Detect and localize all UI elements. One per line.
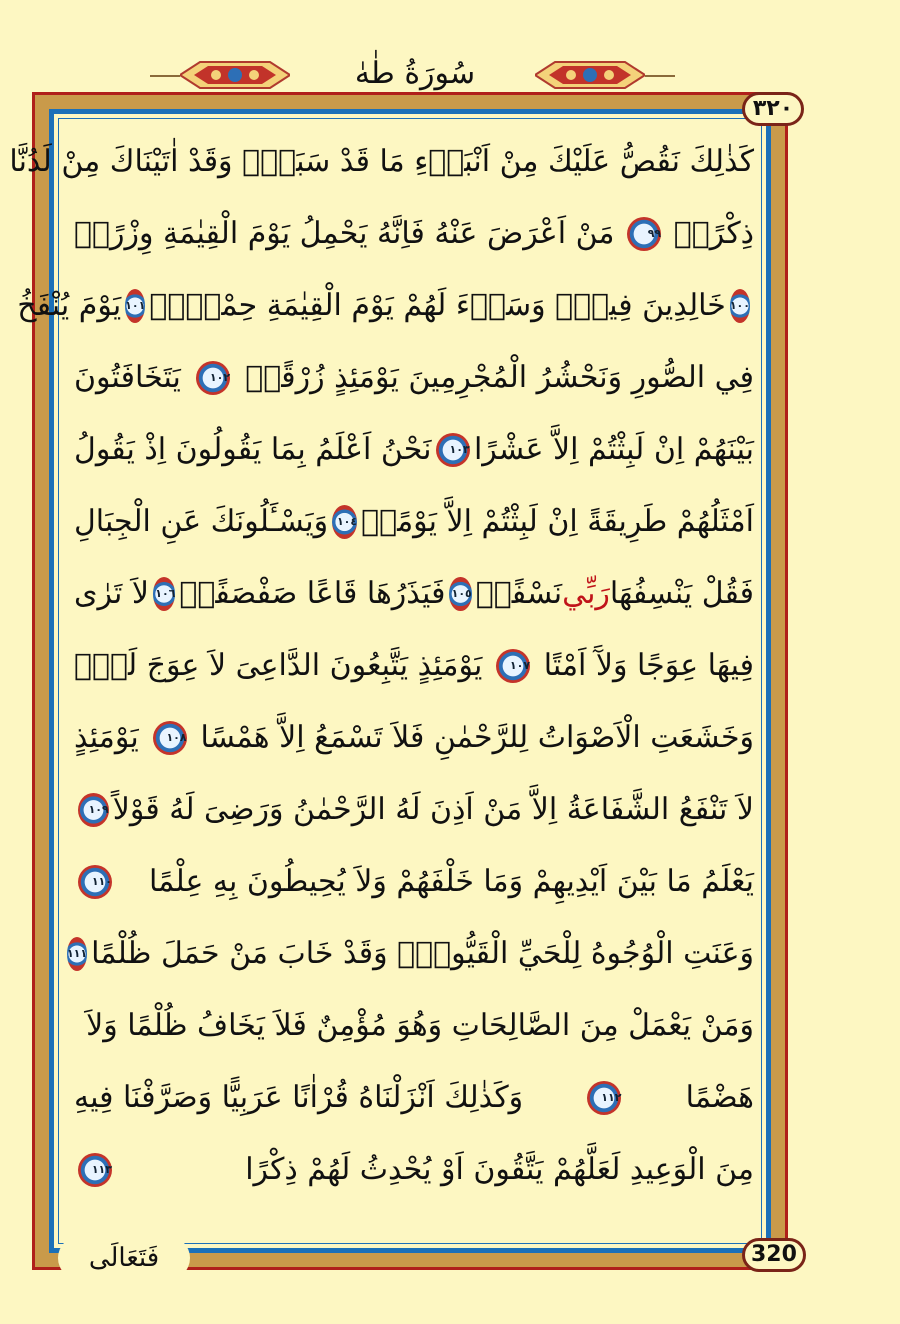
verse-number-marker: ١٠٠ xyxy=(730,289,750,323)
verse-text: يَتَخَافَتُونَ xyxy=(74,360,181,395)
verse-number-marker: ٩٩ xyxy=(627,217,661,251)
text-line xyxy=(74,558,754,630)
surah-title: سُورَةُ طٰهٰ xyxy=(354,56,476,91)
text-line xyxy=(74,1062,754,1134)
text-line xyxy=(74,990,754,1062)
verse-text: رَبِّي xyxy=(562,576,610,611)
verse-text: بَيْنَهُمْ اِنْ لَبِثْتُمْ اِلاَّ عَشْرًا xyxy=(473,432,754,467)
page-number-arabic: ٣٢٠ xyxy=(742,92,804,126)
verse-number-marker: ١٠٢ xyxy=(196,361,230,395)
verse-number-marker: ١١٣ xyxy=(78,1153,112,1187)
text-line xyxy=(74,846,754,918)
text-line xyxy=(17,270,754,342)
verse-text: وَكَذٰلِكَ اَنْزَلْنَاهُ قُرْاٰنًا عَرَبِيًّا وَصَرَّفْنَا فِيهِ xyxy=(74,1080,524,1115)
verse-number-marker: ١٠٤ xyxy=(332,505,357,539)
verse-text: هَضْمًا xyxy=(685,1080,754,1115)
verse-text: فَيَذَرُهَا قَاعًا صَفْصَفًاۙ xyxy=(179,576,446,611)
verse-text: لاَ تَنْفَعُ الشَّفَاعَةُ اِلاَّ مَنْ اَذِنَ لَهُ الرَّحْمٰنُ وَرَضِىَ لَهُ قَوْلاً xyxy=(112,792,754,827)
quran-text xyxy=(9,126,754,1206)
text-line xyxy=(74,486,754,558)
verse-text: وَعَنَتِ الْوُجُوهُ لِلْحَيِّ الْقَيُّومِۜ وَقَدْ خَابَ مَنْ حَمَلَ ظُلْمًا xyxy=(91,936,754,971)
verse-text: يَوْمَ يُنْفَخُ xyxy=(17,288,122,323)
verse-text: وَمَنْ يَعْمَلْ مِنَ الصَّالِحَاتِ وَهُوَ مُؤْمِنٌ فَلاَ يَخَافُ ظُلْمًا وَلاَ xyxy=(86,1008,754,1043)
text-line xyxy=(9,126,754,198)
verse-text: يَوْمَئِذٍ يَتَّبِعُونَ الدَّاعِىَ لاَ عِوَجَ لَهُۚ xyxy=(74,648,483,683)
page-number-latin: 320 xyxy=(742,1238,806,1272)
catchword: فَتَعَالَى xyxy=(58,1236,190,1280)
verse-number-marker: ١٠٦ xyxy=(153,577,175,611)
text-line xyxy=(74,774,754,846)
verse-text: فِي الصُّورِ وَنَحْشُرُ الْمُجْرِمِينَ يَوْمَئِذٍ زُرْقًاۚ xyxy=(245,360,754,395)
verse-number-marker: ١١٢ xyxy=(587,1081,621,1115)
verse-text: وَيَسْـَٔلُونَكَ عَنِ الْجِبَالِ xyxy=(74,504,329,539)
verse-number-marker: ١٠٣ xyxy=(436,433,470,467)
header-ornament-right-icon xyxy=(535,58,645,92)
header-rule-right xyxy=(645,75,675,77)
verse-text: نَسْفًاۙ xyxy=(475,576,563,611)
verse-number-marker: ١١١ xyxy=(67,937,87,971)
verse-text: لاَ تَرٰى xyxy=(74,576,150,611)
text-line xyxy=(74,630,754,702)
verse-number-marker: ١٠٥ xyxy=(449,577,471,611)
verse-text: وَخَشَعَتِ الْاَصْوَاتُ لِلرَّحْمٰنِ فَلاَ تَسْمَعُ اِلاَّ هَمْسًا xyxy=(200,720,754,755)
verse-text: اَمْثَلُهُمْ طَرِيقَةً اِنْ لَبِثْتُمْ اِلاَّ يَوْمًاۤ xyxy=(361,504,754,539)
verse-number-marker: ١١٠ xyxy=(78,865,112,899)
verse-number-marker: ١٠١ xyxy=(125,289,145,323)
verse-number-marker: ١٠٩ xyxy=(78,793,109,827)
verse-text: نَحْنُ اَعْلَمُ بِمَا يَقُولُونَ اِذْ يَقُولُ xyxy=(74,432,432,467)
verse-text: مَنْ اَعْرَضَ عَنْهُ فَاِنَّهُ يَحْمِلُ يَوْمَ الْقِيٰمَةِ وِزْرًاۙ xyxy=(74,216,615,251)
text-line xyxy=(74,342,754,414)
verse-text: فَقُلْ يَنْسِفُهَا xyxy=(609,576,754,611)
text-line xyxy=(74,414,754,486)
verse-text: يَوْمَئِذٍ xyxy=(74,720,139,755)
verse-number-marker: ١٠٨ xyxy=(153,721,187,755)
verse-text: كَذٰلِكَ نَقُصُّ عَلَيْكَ مِنْ اَنْبَاۤءِ مَا قَدْ سَبَقَۚ وَقَدْ اٰتَيْنَاكَ مِنْ لَدُنَّا xyxy=(9,144,754,179)
verse-number-marker: ١٠٧ xyxy=(496,649,530,683)
verse-text: يَعْلَمُ مَا بَيْنَ اَيْدِيهِمْ وَمَا خَلْفَهُمْ وَلاَ يُحِيطُونَ بِهِ عِلْمًا xyxy=(149,864,754,899)
text-line xyxy=(66,918,754,990)
verse-text: خَالِدِينَ فِيهِۜ وَسَاۤءَ لَهُمْ يَوْمَ الْقِيٰمَةِ حِمْلاًۙ xyxy=(149,288,726,323)
verse-text: مِنَ الْوَعِيدِ لَعَلَّهُمْ يَتَّقُونَ اَوْ يُحْدِثُ لَهُمْ ذِكْرًا xyxy=(245,1152,754,1187)
text-line xyxy=(74,702,754,774)
verse-text: فِيهَا عِوَجًا وَلآَ اَمْتًا xyxy=(543,648,754,683)
text-line xyxy=(74,198,754,270)
text-line xyxy=(74,1134,754,1206)
verse-text: ذِكْرًاۚ xyxy=(673,216,754,251)
